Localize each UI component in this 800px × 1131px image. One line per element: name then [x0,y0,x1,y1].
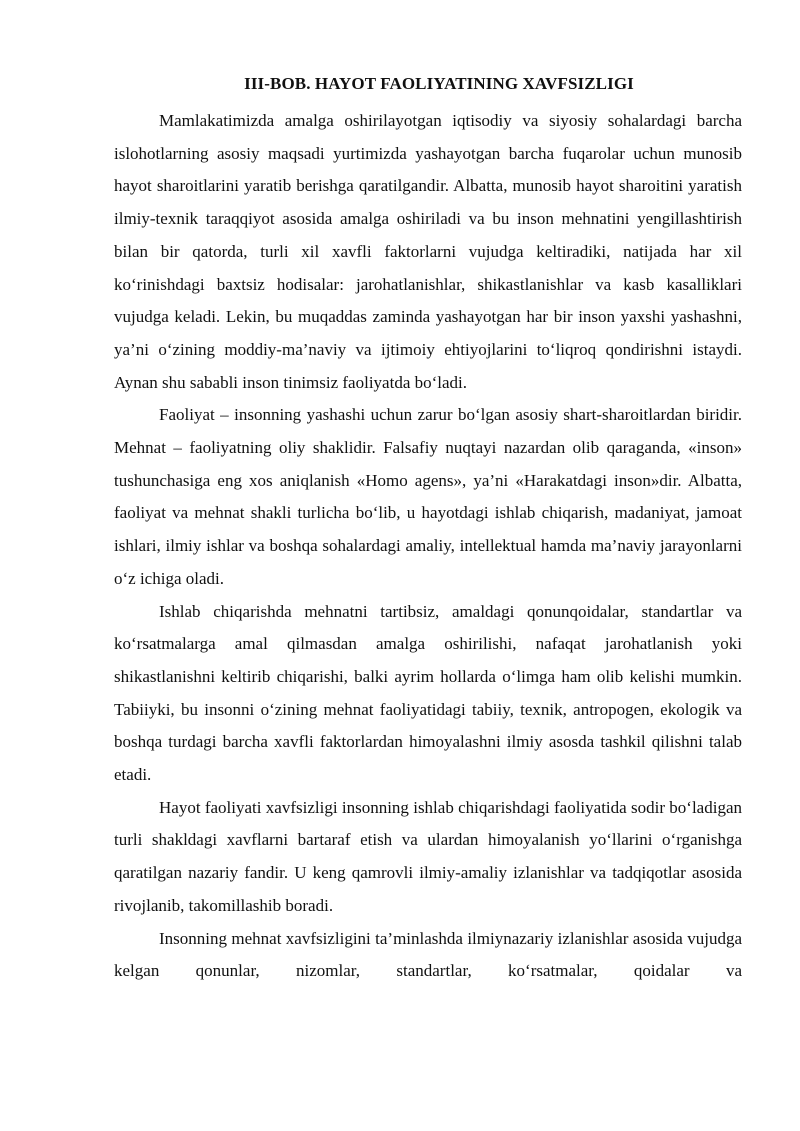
paragraph-2: Faoliyat – insonning yashashi uchun zarur bo‘lgan asosiy shart-sharoitlardan biridir. Mehnat – faoliyatning oliy shaklidir. Falsafiy nuqtayi nazardan olib qaraganda, «inson» tushunchasiga eng xos aniqlanish «Homo agens», ya’ni «Harakatdagi inson»dir. Albatta, faoliyat va mehnat shakli turlicha bo‘lib, u hayotdagi ishlab chiqarish, madaniyat, jamoat ishlari, ilmiy ishlar va boshqa sohalardagi amaliy, intellektual hamda ma’naviy jarayonlarni o‘z ichiga oladi. [114,405,742,588]
document-page [114,73,742,988]
paragraph-4: Hayot faoliyati xavfsizligi insonning ishlab chiqarishdagi faoliyatida sodir bo‘ladigan turli shakldagi xavflarni bartaraf etish va ulardan himoyalanish yo‘llarini o‘rganishga qaratilgan nazariy fandir. U keng qamrovli ilmiy-amaliy izlanishlar va tadqiqotlar asosida rivojlanib, takomillashib boradi. [114,797,742,915]
paragraph-3: Ishlab chiqarishda mehnatni tartibsiz, amaldagi qonunqoidalar, standartlar va ko‘rsatmalarga amal qilmasdan amalga oshirilishi, nafaqat jarohatlanish yoki shikastlanishni keltirib chiqarishi, balki ayrim hollarda o‘limga ham olib kelishi mumkin. Tabiiyki, bu insonni o‘zining mehnat faoliyatidagi tabiiy, texnik, antropogen, ekologik va boshqa turdagi barcha xavfli faktorlardan himoyalashni ilmiy asosda tashkil qilishni talab etadi. [114,601,742,785]
chapter-title: III-BOB. HAYOT FAOLIYATINING XAVFSIZLIGI [244,74,634,93]
paragraph-5: Insonning mehnat xavfsizligini ta’minlashda ilmiynazariy izlanishlar asosida vujudga kelgan qonunlar, nizomlar, standartlar, ko‘rsatmalar, qoidalar va [114,928,742,981]
paragraph-1: Mamlakatimizda amalga oshirilayotgan iqtisodiy va siyosiy sohalardagi barcha islohotlarning asosiy maqsadi yurtimizda yashayotgan barcha fuqarolar uchun munosib hayot sharoitlarini yaratib berishga qaratilgandir. Albatta, munosib hayot sharoitini yaratish ilmiy-texnik taraqqiyot asosida amalga oshiriladi va bu inson mehnatini yengillashtirish bilan bir qatorda, turli xil xavfli faktorlarni vujudga keltiradiki, natijada har xil ko‘rinishdagi baxtsiz hodisalar: jarohatlanishlar, shikastlanishlar va kasb kasalliklari vujudga keladi. Lekin, bu muqaddas zaminda yashayotgan har bir inson yaxshi yashashni, ya’ni o‘zining moddiy-ma’naviy va ijtimoiy ehtiyojlarini to‘liqroq qondirishni istaydi. Aynan shu sababli inson tinimsiz faoliyatda bo‘ladi. [114,111,742,392]
